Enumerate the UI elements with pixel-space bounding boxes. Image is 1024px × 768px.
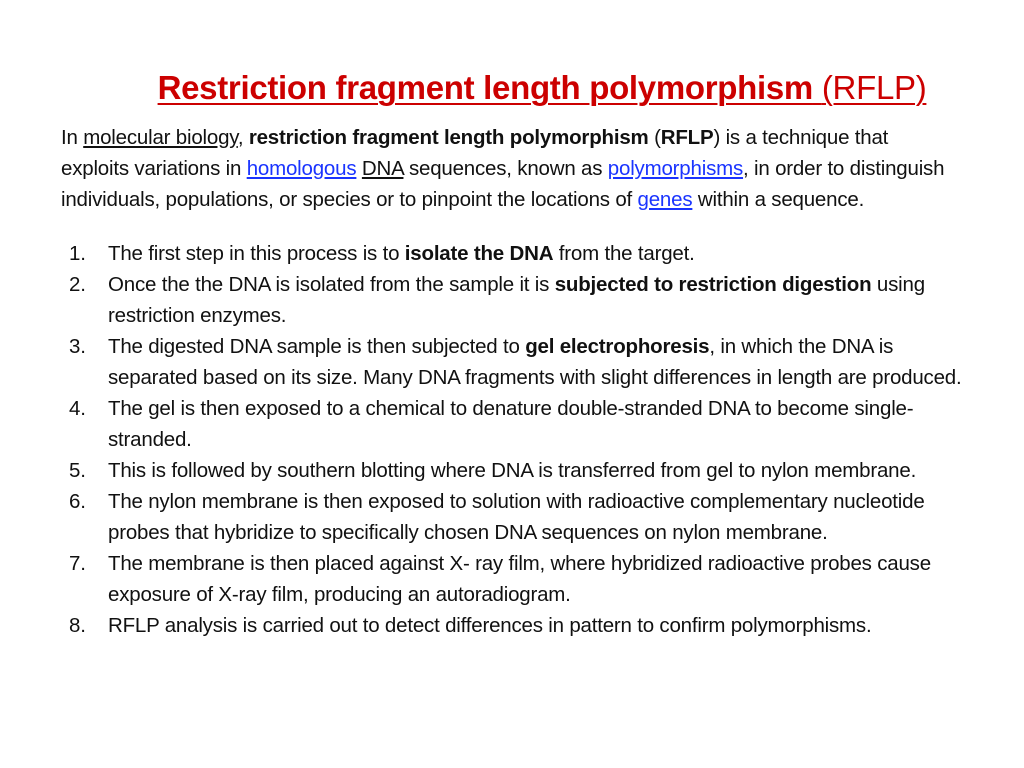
step-text: RFLP analysis is carried out to detect differences in pattern to confirm polymorphisms.	[108, 614, 872, 637]
intro-paragraph	[61, 122, 961, 215]
step-text-end: using restriction enzymes.	[108, 273, 925, 327]
step-number: 3.	[69, 335, 86, 358]
link-molecular-biology[interactable]: molecular biology	[83, 125, 238, 149]
steps-list	[61, 238, 981, 641]
step-number: 4.	[69, 397, 86, 420]
slide-title	[0, 68, 1024, 108]
intro-text-7: , in order to distinguish individuals, populations, or species or to pinpoint the locations of	[61, 156, 945, 211]
step-number: 2.	[69, 273, 86, 296]
step-number: 1.	[69, 242, 86, 265]
step-text-end: from the target.	[553, 242, 695, 265]
intro-text-8: within a sequence.	[692, 187, 865, 211]
intro-text-3: (	[648, 125, 661, 149]
step-text-end: , in which the DNA is separated based on its size. Many DNA fragments with slight differences in length are produced.	[108, 335, 962, 389]
step-text: Once the the DNA is isolated from the sample it is	[108, 273, 555, 296]
title-main-text: Restriction fragment length polymorphism	[157, 69, 813, 107]
title-abbreviation: (RFLP)	[821, 69, 927, 107]
list-item	[61, 486, 981, 548]
link-homologous[interactable]: homologous	[246, 156, 357, 180]
step-text: This is followed by southern blotting where DNA is transferred from gel to nylon membrane.	[108, 459, 917, 482]
list-item	[61, 455, 981, 486]
list-item	[61, 610, 981, 641]
intro-bold-term: restriction fragment length polymorphism	[248, 125, 649, 149]
link-dna[interactable]: DNA	[361, 156, 404, 180]
link-polymorphisms[interactable]: polymorphisms	[607, 156, 744, 180]
list-item	[61, 331, 981, 393]
step-text: The membrane is then placed against X- ray film, where hybridized radioactive probes cause exposure of X-ray film, producing an autoradiogram.	[108, 552, 931, 606]
step-bold-text: subjected to restriction digestion	[554, 273, 872, 296]
list-item	[61, 269, 981, 331]
list-item	[61, 393, 981, 455]
intro-text-2: ,	[237, 125, 249, 149]
list-item	[61, 238, 981, 269]
list-item	[61, 548, 981, 610]
step-text: The nylon membrane is then exposed to solution with radioactive complementary nucleotide probes that hybridize to specifically chosen DNA sequences on nylon membrane.	[108, 490, 925, 544]
step-text: The first step in this process is to	[108, 242, 405, 265]
link-genes[interactable]: genes	[637, 187, 693, 211]
intro-text-4: ) is a technique that exploits variations in	[61, 125, 889, 180]
step-bold-text: isolate the DNA	[404, 242, 554, 265]
step-number: 8.	[69, 614, 86, 637]
step-number: 7.	[69, 552, 86, 575]
intro-text-1: In	[61, 125, 84, 149]
step-number: 5.	[69, 459, 86, 482]
intro-bold-abbr: RFLP	[660, 125, 714, 149]
step-number: 6.	[69, 490, 86, 513]
step-text: The digested DNA sample is then subjected to	[108, 335, 526, 358]
intro-text-6: sequences, known as	[403, 156, 608, 180]
step-text: The gel is then exposed to a chemical to denature double-stranded DNA to become single- stranded.	[108, 397, 914, 451]
step-bold-text: gel electrophoresis	[525, 335, 710, 358]
